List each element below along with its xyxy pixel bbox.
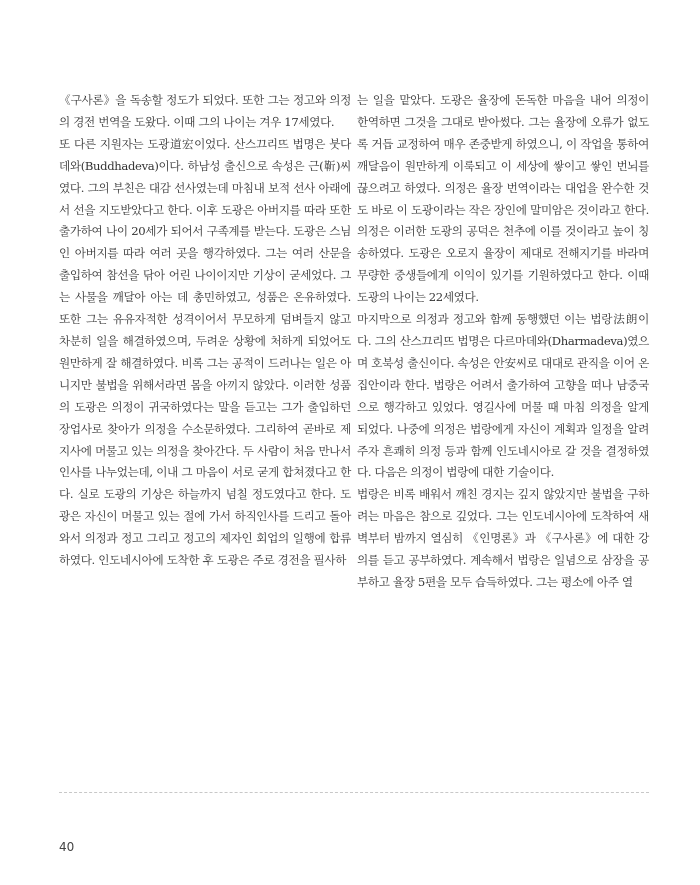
paragraph: 《구사론》을 독송할 정도가 되었다. 또한 그는 정고와 의정의 경전 번역을 도왔다. 이때 그의 나이는 겨우 17세였다. <box>59 93 351 129</box>
paragraph: 마지막으로 의정과 정고와 함께 동행했던 이는 법랑法朗이다. 그의 산스끄리뜨 법명은 다르마데와(Dharmadeva)였으며 호북성 출신이다. 속성은 안安씨로 대대로 관직을 이어 온 집안이라 한다. 법랑은 어려서 출가하여 고향을 떠나 남중국으로 행각하고 있었다. 영길사에 머물 때 마침 의정을 알게 되었다. 나중에 의정은 법랑에게 자신이 계획과 일정을 알려주자 흔쾌히 의정 등과 함께 인도네시아로 갈 것을 결정하였다. 다음은 의정이 법랑에 대한 기술이다. <box>357 312 649 480</box>
left-column <box>59 90 351 572</box>
paragraph: 법랑은 비록 배워서 깨친 경지는 깊지 않았지만 불법을 구하려는 마음은 참으로 깊었다. 그는 인도네시아에 도착하여 새벽부터 밤까지 열심히 《인명론》과 《구사론》에 대한 강의를 듣고 공부하였다. 계속해서 법랑은 일념으로 삼장을 공부하고 율장 5편을 모두 습득하였다. 그는 평소에 아주 열 <box>357 487 649 589</box>
paragraph: 는 일을 맡았다. 도광은 율장에 돈독한 마음을 내어 의정이 한역하면 그것을 그대로 받아썼다. 그는 율장에 오류가 없도록 거듭 교정하여 매우 존중받게 하였으니, 이 작업을 통하여 깨달음이 원만하게 이룩되고 이 세상에 쌓이고 쌓인 번뇌를 끊으려고 하였다. 의정은 율장 번역이라는 대업을 완수한 것도 바로 이 도광이라는 작은 장인에 말미암은 것이라고 한다. 의정은 이러한 도광의 공덕은 천추에 이를 것이라고 높이 칭송하였다. 도광은 오로지 율장이 제대로 전해지기를 바라며 무량한 중생들에게 이익이 있기를 기원하였다고 한다. 이때 도광의 나이는 22세였다. <box>357 93 649 305</box>
footer-divider <box>59 792 649 793</box>
right-column <box>357 90 649 594</box>
paragraph: 또 다른 지원자는 도광道宏이었다. 산스끄리뜨 법명은 붓다데와(Buddhadeva)이다. 하남성 출신으로 속성은 근(靳)씨였다. 그의 부친은 대감 선사였는데 마침내 보적 선사 아래에서 선을 지도받았다고 한다. 이후 도광은 아버지를 따라 또한 출가하여 나이 20세가 되어서 구족계를 받는다. 도광은 스님인 아버지를 따라 여러 곳을 행각하였다. 그는 여러 산문을 출입하여 참선을 닦아 어린 나이이지만 기상이 굳세었다. 그는 사물을 깨달아 아는 데 총민하였고, 성품은 온유하였다. 또한 그는 유유자적한 성격이어서 무모하게 덤벼들지 않고 차분히 일을 해결하였으며, 두려운 상황에 처하게 되었어도 원만하게 잘 해결하였다. 비록 그는 공적이 드러나는 일은 아니지만 불법을 위해서라면 몸을 아끼지 않았다. 이러한 성품의 도광은 의정이 귀국하였다는 말을 듣고는 그가 출입하던 장업사로 찾아가 의정을 수소문하였다. 그리하여 곧바로 제지사에 머물고 있는 의정을 찾아간다. 두 사람이 처음 만나서 인사를 나누었는데, 이내 그 마음이 서로 굳게 합쳐졌다고 한다. 실로 도광의 기상은 하늘까지 넘칠 정도였다고 한다. 도광은 자신이 머물고 있는 절에 가서 하직인사를 드리고 돌아와서 의정과 정고 그리고 정고의 제자인 회업의 일행에 합류하였다. 인도네시아에 도착한 후 도광은 주로 경전을 필사하 <box>59 136 351 568</box>
page-number: 40 <box>59 840 75 854</box>
